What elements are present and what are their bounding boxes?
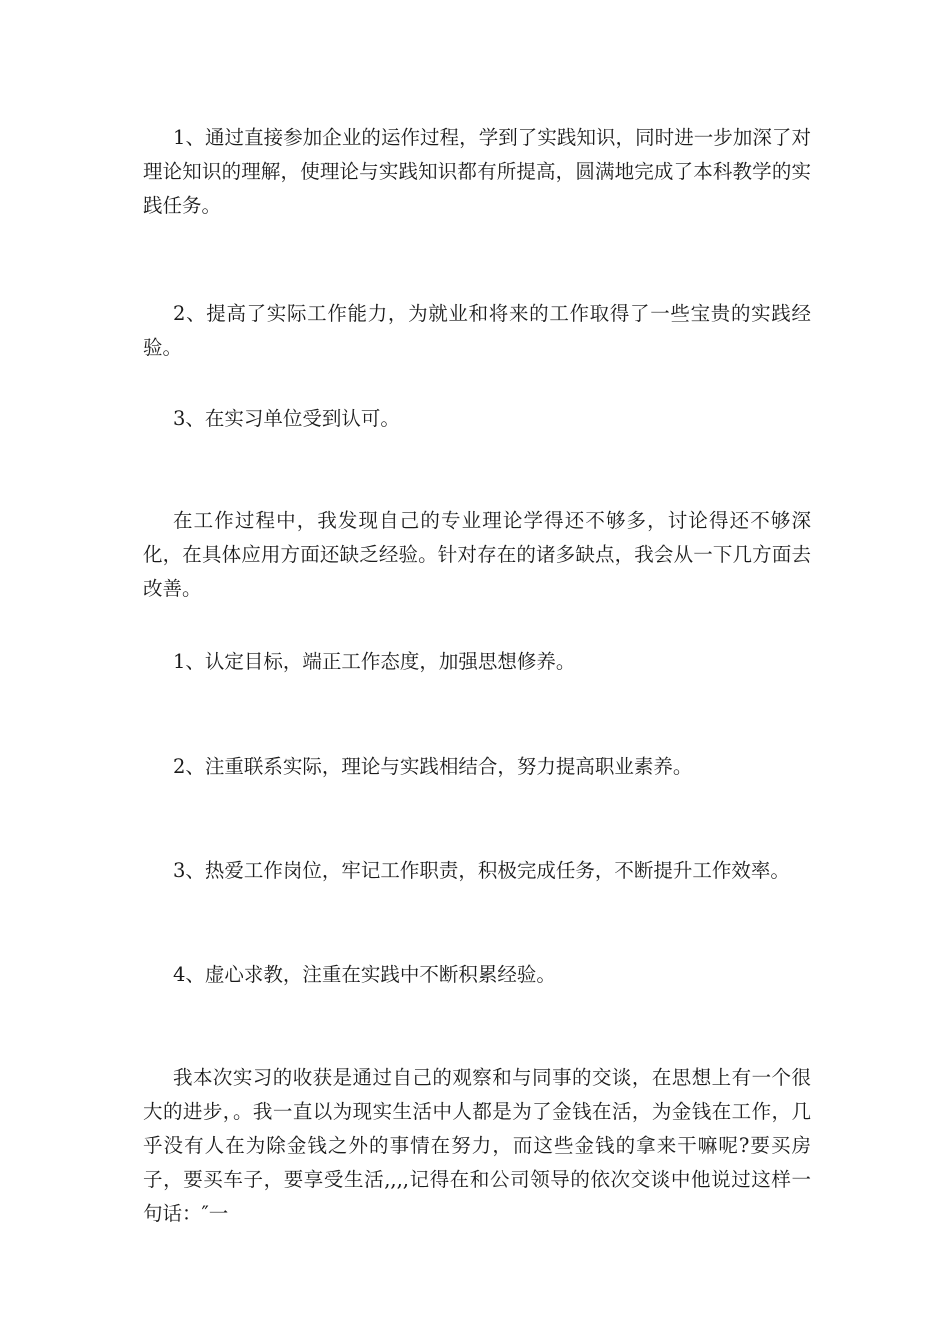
paragraph-improvement-1: 1、认定目标，端正工作态度，加强思想修养。 — [173, 650, 576, 673]
paragraph-improvement-2: 2、注重联系实际，理论与实践相结合，努力提高职业素养。 — [173, 755, 693, 778]
paragraph-improvement-3: 3、热爱工作岗位，牢记工作职责，积极完成任务，不断提升工作效率。 — [173, 859, 790, 882]
paragraph-benefit-1: 1、通过直接参加企业的运作过程，学到了实践知识，同时进一步加深了对理论知识的理解，使理论与实践知识都有所提高，圆满地完成了本科教学的实践任务。 — [143, 126, 811, 217]
paragraph-gains: 我本次实习的收获是通过自己的观察和与同事的交谈，在思想上有一个很大的进步，。我一直以为现实生活中人都是为了金钱在活，为金钱在工作，几乎没有人在为除金钱之外的事情在努力，而这些金钱的拿来干嘛呢?要买房子，要买车子，要享受生活,,,,记得在和公司领导的依次交谈中他说过这样一句话：″一 — [143, 1066, 811, 1225]
paragraph-benefit-2: 2、提高了实际工作能力，为就业和将来的工作取得了一些宝贵的实践经验。 — [143, 302, 811, 359]
paragraph-shortcomings: 在工作过程中，我发现自己的专业理论学得还不够多，讨论得还不够深化，在具体应用方面还缺乏经验。针对存在的诸多缺点，我会从一下几方面去改善。 — [143, 509, 811, 600]
paragraph-benefit-3: 3、在实习单位受到认可。 — [173, 407, 400, 430]
paragraph-improvement-4: 4、虚心求教，注重在实践中不断积累经验。 — [173, 963, 556, 986]
